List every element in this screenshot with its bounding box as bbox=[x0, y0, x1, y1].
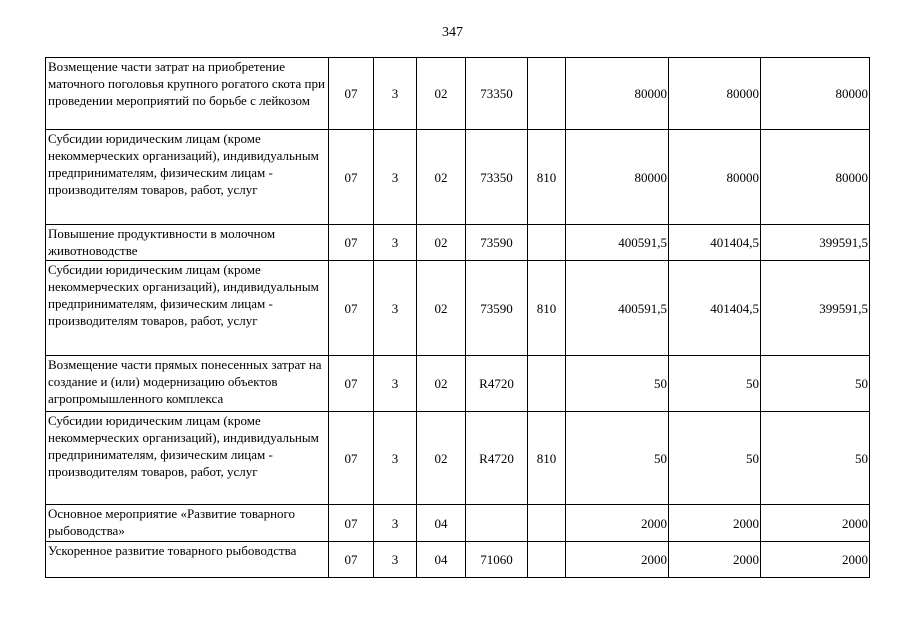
table-row bbox=[46, 225, 870, 261]
table-row bbox=[46, 412, 870, 505]
table-row bbox=[46, 130, 870, 225]
row-section: 07 bbox=[329, 130, 374, 225]
row-year1: 2000 bbox=[566, 505, 669, 542]
row-subsection: 3 bbox=[374, 58, 417, 130]
row-item: 71060 bbox=[466, 542, 528, 578]
row-item: 73350 bbox=[466, 58, 528, 130]
row-year3: 399591,5 bbox=[761, 261, 870, 356]
table-row bbox=[46, 356, 870, 412]
table-row bbox=[46, 505, 870, 542]
row-program: 04 bbox=[417, 542, 466, 578]
row-year2: 2000 bbox=[669, 505, 761, 542]
row-year3: 2000 bbox=[761, 505, 870, 542]
row-type bbox=[528, 542, 566, 578]
row-year1: 400591,5 bbox=[566, 225, 669, 261]
row-subsection: 3 bbox=[374, 130, 417, 225]
row-name: Ускоренное развитие товарного рыбоводства bbox=[46, 542, 329, 578]
row-year3: 80000 bbox=[761, 58, 870, 130]
row-year2: 80000 bbox=[669, 58, 761, 130]
row-subsection: 3 bbox=[374, 225, 417, 261]
row-item: R4720 bbox=[466, 356, 528, 412]
row-name: Возмещение части прямых понесенных затрат на создание и (или) модернизацию объектов агропромышленного комплекса bbox=[46, 356, 329, 412]
table-row bbox=[46, 58, 870, 130]
row-year2: 50 bbox=[669, 412, 761, 505]
row-program: 02 bbox=[417, 356, 466, 412]
row-program: 02 bbox=[417, 58, 466, 130]
row-type bbox=[528, 505, 566, 542]
row-program: 04 bbox=[417, 505, 466, 542]
row-type bbox=[528, 58, 566, 130]
row-year2: 401404,5 bbox=[669, 261, 761, 356]
row-program: 02 bbox=[417, 261, 466, 356]
row-year3: 2000 bbox=[761, 542, 870, 578]
row-item: 73350 bbox=[466, 130, 528, 225]
row-type: 810 bbox=[528, 412, 566, 505]
budget-table bbox=[45, 57, 870, 578]
row-year2: 401404,5 bbox=[669, 225, 761, 261]
row-year2: 80000 bbox=[669, 130, 761, 225]
row-program: 02 bbox=[417, 412, 466, 505]
row-program: 02 bbox=[417, 130, 466, 225]
row-name: Субсидии юридическим лицам (кроме некоммерческих организаций), индивидуальным предпринимателям, физическим лицам - производителям товаров, работ, услуг bbox=[46, 412, 329, 505]
row-subsection: 3 bbox=[374, 356, 417, 412]
row-program: 02 bbox=[417, 225, 466, 261]
row-type bbox=[528, 356, 566, 412]
row-section: 07 bbox=[329, 542, 374, 578]
row-type: 810 bbox=[528, 261, 566, 356]
row-name: Основное мероприятие «Развитие товарного рыбоводства» bbox=[46, 505, 329, 542]
row-section: 07 bbox=[329, 412, 374, 505]
row-subsection: 3 bbox=[374, 261, 417, 356]
row-subsection: 3 bbox=[374, 505, 417, 542]
row-type bbox=[528, 225, 566, 261]
row-name: Повышение продуктивности в молочном животноводстве bbox=[46, 225, 329, 261]
row-year3: 50 bbox=[761, 356, 870, 412]
page-number: 347 bbox=[442, 25, 463, 40]
row-name: Возмещение части затрат на приобретение маточного поголовья крупного рогатого скота при проведении мероприятий по борьбе с лейкозом bbox=[46, 58, 329, 130]
row-section: 07 bbox=[329, 58, 374, 130]
row-year1: 50 bbox=[566, 412, 669, 505]
row-type: 810 bbox=[528, 130, 566, 225]
row-year1: 80000 bbox=[566, 58, 669, 130]
row-item bbox=[466, 505, 528, 542]
row-item: 73590 bbox=[466, 225, 528, 261]
row-section: 07 bbox=[329, 261, 374, 356]
row-subsection: 3 bbox=[374, 412, 417, 505]
row-year1: 2000 bbox=[566, 542, 669, 578]
row-section: 07 bbox=[329, 505, 374, 542]
row-item: 73590 bbox=[466, 261, 528, 356]
row-year2: 50 bbox=[669, 356, 761, 412]
row-year1: 50 bbox=[566, 356, 669, 412]
row-year1: 400591,5 bbox=[566, 261, 669, 356]
row-year3: 50 bbox=[761, 412, 870, 505]
row-year3: 80000 bbox=[761, 130, 870, 225]
row-item: R4720 bbox=[466, 412, 528, 505]
row-name: Субсидии юридическим лицам (кроме некоммерческих организаций), индивидуальным предпринимателям, физическим лицам - производителям товаров, работ, услуг bbox=[46, 261, 329, 356]
row-section: 07 bbox=[329, 225, 374, 261]
table-row bbox=[46, 542, 870, 578]
table-row bbox=[46, 261, 870, 356]
row-year3: 399591,5 bbox=[761, 225, 870, 261]
row-year1: 80000 bbox=[566, 130, 669, 225]
row-year2: 2000 bbox=[669, 542, 761, 578]
row-name: Субсидии юридическим лицам (кроме некоммерческих организаций), индивидуальным предпринимателям, физическим лицам - производителям товаров, работ, услуг bbox=[46, 130, 329, 225]
row-section: 07 bbox=[329, 356, 374, 412]
row-subsection: 3 bbox=[374, 542, 417, 578]
